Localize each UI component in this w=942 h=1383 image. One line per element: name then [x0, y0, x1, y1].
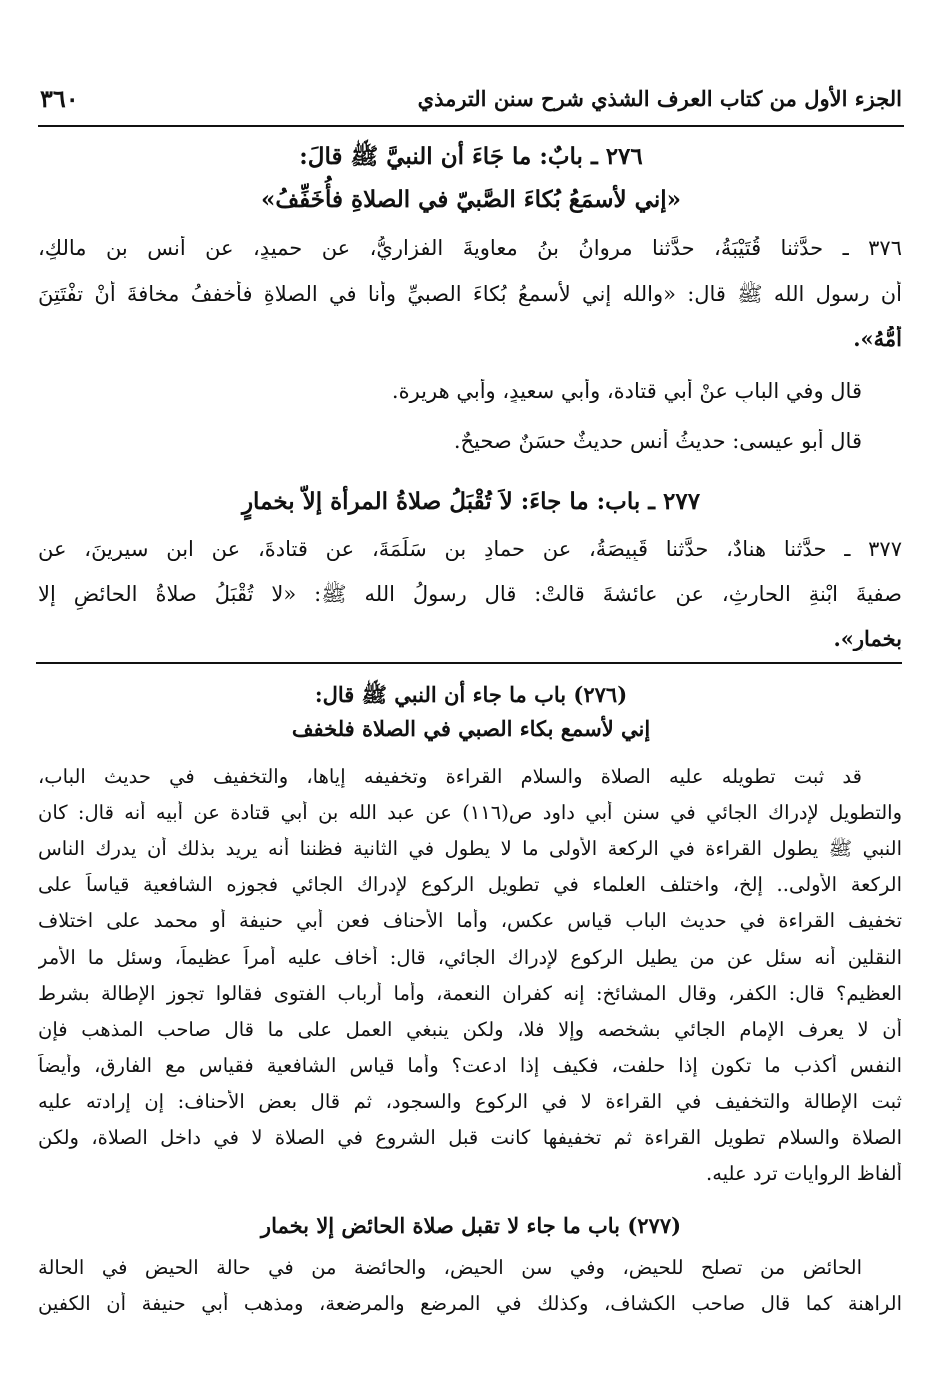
commentary-277-line: الحائض من تصلح للحيض، وفي سن الحيض، والحائضة من في حالة الحيض في الحالة: [38, 1256, 862, 1279]
hadith-376-line-2: أن رسول الله ﷺ قال: «والله إني لأسمعُ بُكاءَ الصبيِّ وأنا في الصلاةِ فأخففُ مخافةَ أنْ تفْتَتِنَ: [38, 282, 902, 306]
hadith-377-line-1: ٣٧٧ ـ حدَّثنا هنادٌ، حدَّثنا قَبِيصَةُ، عن حمادِ بنِ سَلَمَةَ، عن قتادةَ، عن ابنِ سيرينَ، عن: [38, 537, 902, 561]
page-number: ٣٦٠: [40, 83, 79, 113]
commentary-276-line: ألفاظ الروايات ترد عليه.: [706, 1162, 902, 1185]
commentary-276-heading-line-1: (٢٧٦) باب ما جاء أن النبي ﷺ قال:: [314, 682, 628, 707]
commentary-276-line: قد ثبت تطويله عليه الصلاة والسلام القراءة وتخفيفه إياها، والتخفيف في حديث الباب،: [38, 765, 862, 788]
grading-note: قال أبو عيسى: حديثُ أنس حديثٌ حسَنٌ صحيحٌ.: [453, 429, 862, 453]
hadith-376-line-1: ٣٧٦ ـ حدَّثنا قُتَيْبَةُ، حدَّثنا مروانُ بنُ معاويةَ الفزاريُّ، عن حميدٍ، عن أنسِ بنِ مالكٍ،: [38, 236, 902, 260]
commentary-276-line: النقلين أنه سئل عن من يطيل الركوع لإدراك الجائي، قال: أخاف عليه أمراً عظيماً، وسئل ما الأمر: [38, 946, 902, 969]
commentary-276-line: الركعة الأولى.. إلخ، واختلف العلماء في تطويل الركوع لإدراك الجائي فجوزه الشافعية قياساً على: [38, 873, 902, 896]
hadith-376-line-3: أُمُّهُ».: [853, 326, 902, 351]
running-title: الجزء الأول من كتاب العرف الشذي شرح سنن الترمذي: [417, 85, 902, 111]
commentary-divider: [36, 662, 902, 664]
commentary-276-line: تخفيف القراءة في حديث الباب قياس عكس، وأما الأحناف فعن أبي حنيفة أو محمد على اختلاف: [38, 909, 902, 932]
hadith-377-line-2: صفيةَ ابْنةِ الحارثِ، عن عائشةَ قالتْ: قال رسولُ الله ﷺ: «لا تُقْبَلُ صلاةُ الحائضِ إلا: [38, 582, 902, 606]
header-rule: [38, 125, 904, 127]
commentary-276-line: النفس أكذب ما تكون إذا حلفت، فكيف إذا ادعت؟ وأما قياس الشافعية فقياس مع الفارق، وأيضاً: [38, 1054, 902, 1077]
running-header: [40, 78, 902, 118]
chapter-277-heading: ٢٧٧ ـ باب: ما جاءَ: لاَ تُقْبَلُ صلاةُ المرأة إلاّ بخمارٍ: [241, 488, 701, 515]
commentary-277-line: الراهنة كما قال صاحب الكشاف، وكذلك في المرضع والمرضعة، ومذهب أبي حنيفة أن الكفين: [38, 1292, 902, 1315]
chapter-276-heading-line-1: ٢٧٦ ـ بابٌ: ما جَاءَ أن النبيَّ ﷺ قالَ:: [299, 143, 643, 170]
commentary-276-line: أن لا يعرف الإمام الجائي بشخصه وإلا فلا، ولكن ينبغي العمل على ما قال صاحب المذهب فإن: [38, 1018, 902, 1041]
chapter-276-heading-line-2: «إني لأسمَعُ بُكاءَ الصَّبيّ في الصلاةِ فأُخَفِّفُ»: [260, 186, 681, 213]
commentary-276-line: النبي ﷺ يطول القراءة في الركعة الأولى ما لا يطول في الثانية فظننا أنه يريد بذلك أن يدرك الناس: [38, 837, 902, 860]
commentary-276-heading-line-2: إني لأسمع بكاء الصبي في الصلاة فلخفف: [291, 716, 651, 741]
commentary-276-line: الصلاة والسلام تطويل القراءة ثم تخفيفها كانت قبل الشروع في الصلاة لا في داخل الصلاة، ولكن: [38, 1126, 902, 1149]
hadith-377-line-3: بخمارٍ».: [833, 626, 902, 651]
commentary-276-line: والتطويل لإدراك الجائي في سنن أبي داود ص(١١٦) عن عبد الله بن أبي قتادة عن أبيه أنه قال: كان: [38, 801, 902, 824]
commentary-277-heading: (٢٧٧) باب ما جاء لا تقبل صلاة الحائض إلا بخمار: [260, 1213, 682, 1238]
commentary-276-line: ثبت الإطالة والتخفيف في القراءة لا في الركوع والسجود، ثم قال بعض الأحناف: إن إرادته عليه: [38, 1090, 902, 1113]
commentary-276-line: العظيم؟ قال: الكفر، وقال المشائخ: إنه كفران النعمة، وأما أرباب الفتوى فقالوا تجوز الإطالة بشرط: [38, 982, 902, 1005]
bab-note: قال وفي البابِ عنْ أبي قتادة، وأبي سعيدٍ، وأبي هريرة.: [391, 379, 862, 403]
